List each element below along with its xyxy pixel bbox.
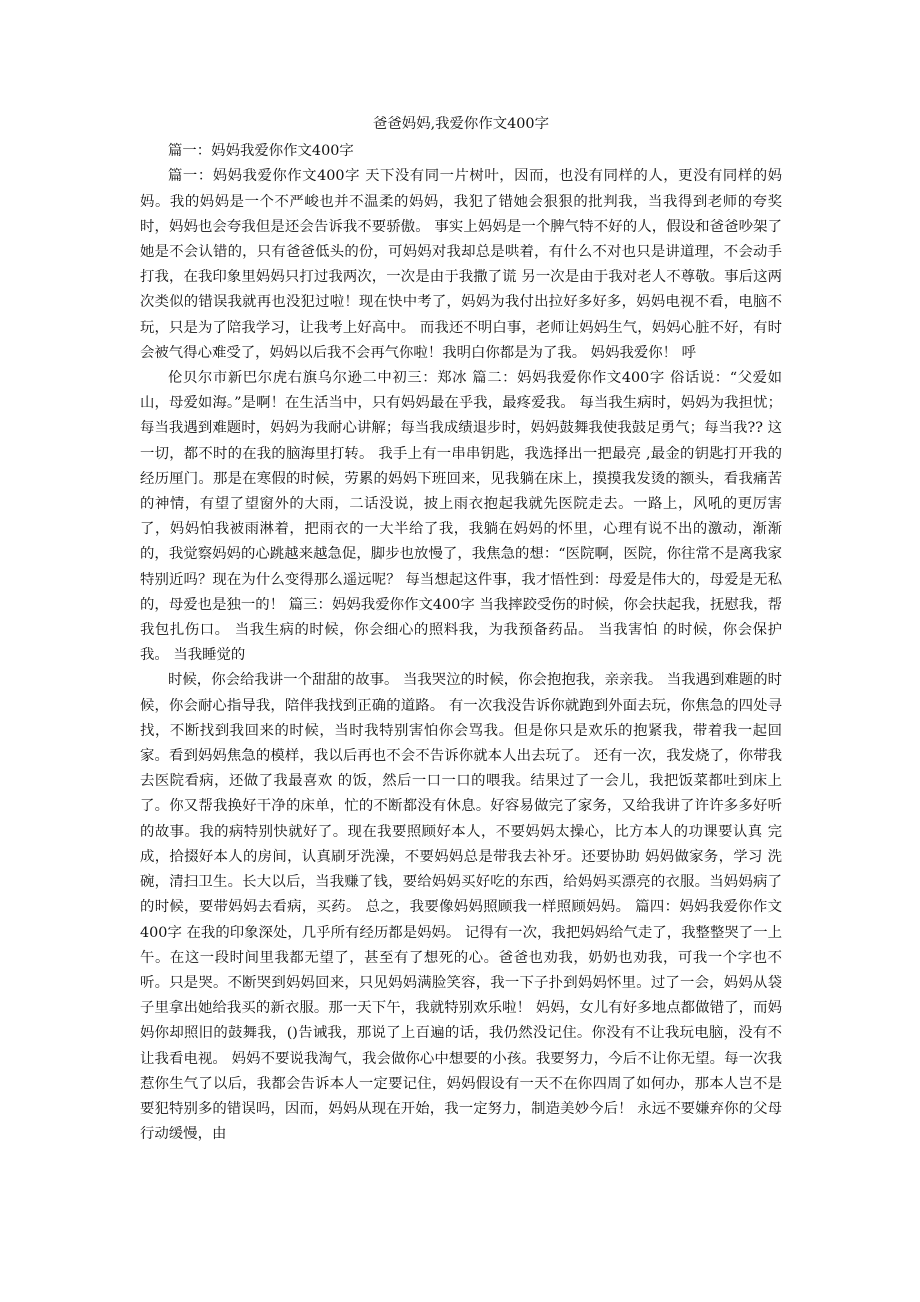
paragraph-part-one: 篇一：妈妈我爱你作文400字 天下没有同一片树叶，因而，也没有同样的人，更没有同样的妈妈。我的妈妈是一个不严峻也并不温柔的妈妈，我犯了错她会狠狠的批判我，当我得到老师的夸奖时，妈妈也会夸我但是还会告诉我不要骄傲。 事实上妈妈是一个脾气特不好的人，假设和爸爸吵架了她是不会认错的，只有爸爸低头的份，可妈妈对我却总是哄着，有什么不对也只是讲道理，不会动手打我，在我印象里妈妈只打过我两次，一次是由于我撒了谎 另一次是由于我对老人不尊敬。事后这两次类似的错误我就再也没犯过啦！现在快中考了，妈妈为我付出拉好多好多，妈妈电视不看，电脑不玩，只是为了陪我学习，让我考上好高中。 而我还不明白事，老师让妈妈生气，妈妈心脏不好，有时会被气得心难受了，妈妈以后我不会再气你啦！我明白你都是为了我。 妈妈我爱你！ 呼 <box>140 168 782 361</box>
paragraph-heading-part-one: 篇一：妈妈我爱你作文400字 <box>168 143 354 160</box>
document-body <box>140 112 782 1147</box>
paragraph-part-two: 伦贝尔市新巴尔虎右旗乌尔逊二中初三：郑冰 篇二：妈妈我爱你作文400字 俗话说：“父爱如山，母爱如海。”是啊！在生活当中，只有妈妈最在乎我，最疼爱我。 每当我生病时，妈妈为我担忧；每当我遇到难题时，妈妈为我耐心讲解；每当我成绩退步时，妈妈鼓舞我使我鼓足勇气；每当我?? 这一切，都不时的在我的脑海里打转。 我手上有一串串钥匙，我选择出一把最亮 ,最金的钥匙打开我的经历厘门。那是在寒假的时候，劳累的妈妈下班回来，见我躺在床上，摸摸我发烫的额头，看我痛苦的神情，有望了望窗外的大雨，二话没说，披上雨衣抱起我就先医院走去。一路上，风吼的更厉害了，妈妈怕我被雨淋着，把雨衣的一大半给了我，我躺在妈妈的怀里，心理有说不出的激动，渐渐的，我觉察妈妈的心跳越来越急促，脚步也放慢了，我焦急的想：“医院啊，医院，你往常不是离我家特别近吗？现在为什么变得那么遥远呢？ 每当想起这件事，我才悟性到：母爱是伟大的，母爱是无私的，母爱也是独一的！ 篇三：妈妈我爱你作文400字 当我摔跤受伤的时候，你会扶起我，抚慰我，帮我包扎伤口。 当我生病的时候，你会细心的照料我，为我预备药品。 当我害怕 的时候，你会保护我。 当我睡觉的 <box>140 370 782 664</box>
paragraph-part-three-four: 时候，你会给我讲一个甜甜的故事。 当我哭泣的时候，你会抱抱我，亲亲我。 当我遇到难题的时候，你会耐心指导我，陪伴我找到正确的道路。 有一次我没告诉你就跑到外面去玩，你焦急的四处寻找，不断找到我回来的时候，当时我特别害怕你会骂我。但是你只是欢乐的抱紧我，带着我一起回家。看到妈妈焦急的模样，我以后再也不会不告诉你就本人出去玩了。 还有一次，我发烧了，你带我去医院看病，还做了我最喜欢 的饭，然后一口一口的喂我。结果过了一会儿，我把饭菜都吐到床上了。你又帮我换好干净的床单，忙的不断都没有休息。好容易做完了家务，又给我讲了许许多多好听的故事。我的病特别快就好了。现在我要照顾好本人，不要妈妈太操心，比方本人的功课要认真 完成，拾掇好本人的房间，认真刷牙洗澡，不要妈妈总是带我去补牙。还要协助 妈妈做家务，学习 洗碗，清扫卫生。长大以后，当我赚了钱，要给妈妈买好吃的东西，给妈妈买漂亮的衣服。当妈妈病了的时候，要带妈妈去看病，买药。 总之，我要像妈妈照顾我一样照顾妈妈。 篇四：妈妈我爱你作文400字 在我的印象深处，几乎所有经历都是妈妈。 记得有一次，我把妈妈给气走了，我整整哭了一上午。在这一段时间里我都无望了，甚至有了想死的心。爸爸也劝我，奶奶也劝我，可我一个字也不听。只是哭。不断哭到妈妈回来，只见妈妈满脸笑容，我一下子扑到妈妈怀里。过了一会，妈妈从袋子里拿出她给我买的新衣服。那一天下午，我就特别欢乐啦！ 妈妈，女儿有好多地点都做错了，而妈妈你却照旧的鼓舞我，()告诫我，那说了上百遍的话，我仍然没记住。你没有不让我玩电脑，没有不让我看电视。 妈妈不要说我淘气，我会做你心中想要的小孩。我要努力，今后不让你无望。每一次我惹你生气了以后，我都会告诉本人一定要记住，妈妈假设有一天不在你四周了如何办，那本人岂不是要犯特别多的错误吗，因而，妈妈从现在开始，我一定努力，制造美妙今后！ 永远不要嫌弃你的父母行动缓慢，由 <box>140 672 782 1143</box>
document-title: 爸爸妈妈,我爱你作文400字 <box>373 116 549 132</box>
